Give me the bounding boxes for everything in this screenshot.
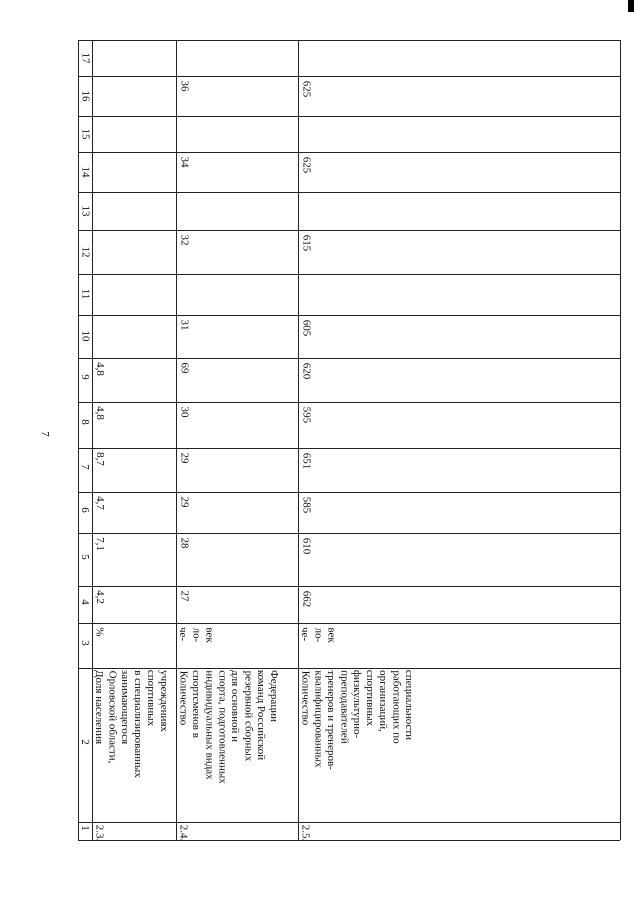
grid-vline [78, 40, 79, 840]
grid-hline [78, 448, 620, 449]
grid-hline [78, 492, 620, 493]
value-cell: 585 [299, 496, 312, 513]
value-cell: 27 [178, 590, 190, 601]
row-name-line: спортсменов в [189, 670, 202, 738]
grid-hline [78, 230, 620, 231]
value-cell: 4,7 [93, 496, 106, 510]
grid-hline [78, 358, 620, 359]
value-cell: 36 [178, 80, 190, 91]
row-name-line: Федерации [267, 670, 280, 722]
header-cell: 8 [78, 419, 91, 425]
row-name-line: Количество [298, 670, 311, 725]
header-cell: 11 [78, 288, 91, 300]
header-cell: 13 [79, 205, 91, 216]
value-cell: 7,1 [93, 537, 106, 551]
corner-mark [628, 0, 634, 12]
row-number: 2.4. [176, 824, 189, 841]
value-cell: 605 [299, 319, 312, 336]
row-number: 2.5. [298, 824, 311, 841]
row-unit-line: век [203, 626, 216, 643]
header-cell: 1 [78, 825, 91, 831]
row-name-line: резервной сборных [241, 670, 254, 761]
header-cell: 4 [78, 598, 91, 605]
grid-hline [78, 315, 620, 316]
value-cell: 662 [299, 590, 312, 607]
row-name-line: организаций, [376, 670, 389, 732]
row-unit-line: век [325, 626, 338, 643]
row-name-line: спортивных [145, 669, 158, 727]
value-cell: 620 [299, 362, 312, 379]
row-unit-line: ло- [311, 627, 324, 642]
value-cell: 651 [299, 452, 312, 469]
row-name-line: спорта, подготовленных [216, 669, 229, 784]
header-cell: 16 [79, 90, 91, 101]
grid-hline [78, 76, 620, 77]
grid-hline [78, 192, 620, 193]
row-unit-line: че- [177, 626, 190, 642]
grid-hline [78, 668, 620, 669]
row-unit-line: ло- [189, 627, 202, 642]
value-cell: 610 [299, 537, 312, 554]
header-cell: 15 [79, 128, 91, 139]
row-name-line: физкультурно- [351, 669, 364, 739]
row-name-line: спортивных [364, 669, 377, 727]
grid-hline [78, 623, 620, 624]
data-table [78, 40, 620, 840]
value-cell: 4,8 [93, 406, 106, 420]
row-name-line: в специализированных [131, 670, 144, 778]
value-cell: 28 [178, 537, 190, 548]
value-cell: 625 [299, 156, 312, 173]
row-name-line: специальности [403, 669, 416, 741]
value-cell: 31 [178, 319, 190, 330]
value-cell: 625 [299, 80, 312, 97]
header-cell: 5 [78, 553, 91, 560]
header-cell: 6 [78, 506, 91, 513]
value-cell: 29 [178, 452, 190, 463]
header-cell: 9 [78, 374, 91, 380]
row-name-line: индивидуальных видах [203, 669, 216, 780]
grid-vline [620, 40, 621, 840]
value-cell: 595 [299, 406, 312, 423]
page-number: 7 [39, 431, 51, 437]
row-name-line: Количество [176, 670, 189, 725]
row-name-line: учреждениях [157, 670, 170, 732]
value-cell: 30 [178, 406, 190, 417]
header-cell: 7 [78, 464, 91, 470]
value-cell: 29 [178, 496, 190, 507]
header-cell: 14 [79, 166, 91, 177]
grid-hline [78, 116, 620, 117]
row-unit-line: че- [299, 626, 312, 642]
row-number: 2.3. [92, 824, 105, 841]
row-unit-line: % [93, 626, 106, 637]
row-name-line: работающих по [390, 669, 403, 744]
grid-hline [78, 822, 620, 823]
row-name-line: Доля населения [93, 669, 106, 745]
grid-hline [78, 533, 620, 534]
grid-hline [78, 274, 620, 275]
grid-hline [78, 152, 620, 153]
value-cell: 615 [299, 234, 312, 251]
header-cell: 17 [79, 52, 91, 63]
value-cell: 34 [178, 156, 190, 167]
grid-hline [78, 840, 620, 841]
value-cell: 8,7 [93, 452, 106, 466]
row-name-line: команд Российской [255, 669, 268, 761]
grid-hline [78, 40, 620, 41]
header-cell: 2 [78, 739, 91, 745]
grid-hline [78, 586, 620, 587]
header-cell: 10 [79, 330, 91, 342]
value-cell: 69 [178, 362, 190, 373]
grid-hline [78, 402, 620, 403]
header-cell: 12 [79, 246, 91, 257]
value-cell: 4,8 [93, 362, 106, 376]
row-name-line: Орловской области, [105, 670, 118, 763]
value-cell: 4,2 [93, 590, 106, 604]
value-cell: 32 [178, 234, 190, 245]
row-name-line: занимающегося [119, 669, 132, 745]
header-cell: 3 [78, 639, 91, 646]
row-name-line: тренеров и тренеров- [324, 670, 337, 770]
row-name-line: преподавателей [338, 669, 351, 744]
row-name-line: для основной и [229, 669, 242, 743]
row-name-line: квалифицированных [312, 669, 325, 768]
